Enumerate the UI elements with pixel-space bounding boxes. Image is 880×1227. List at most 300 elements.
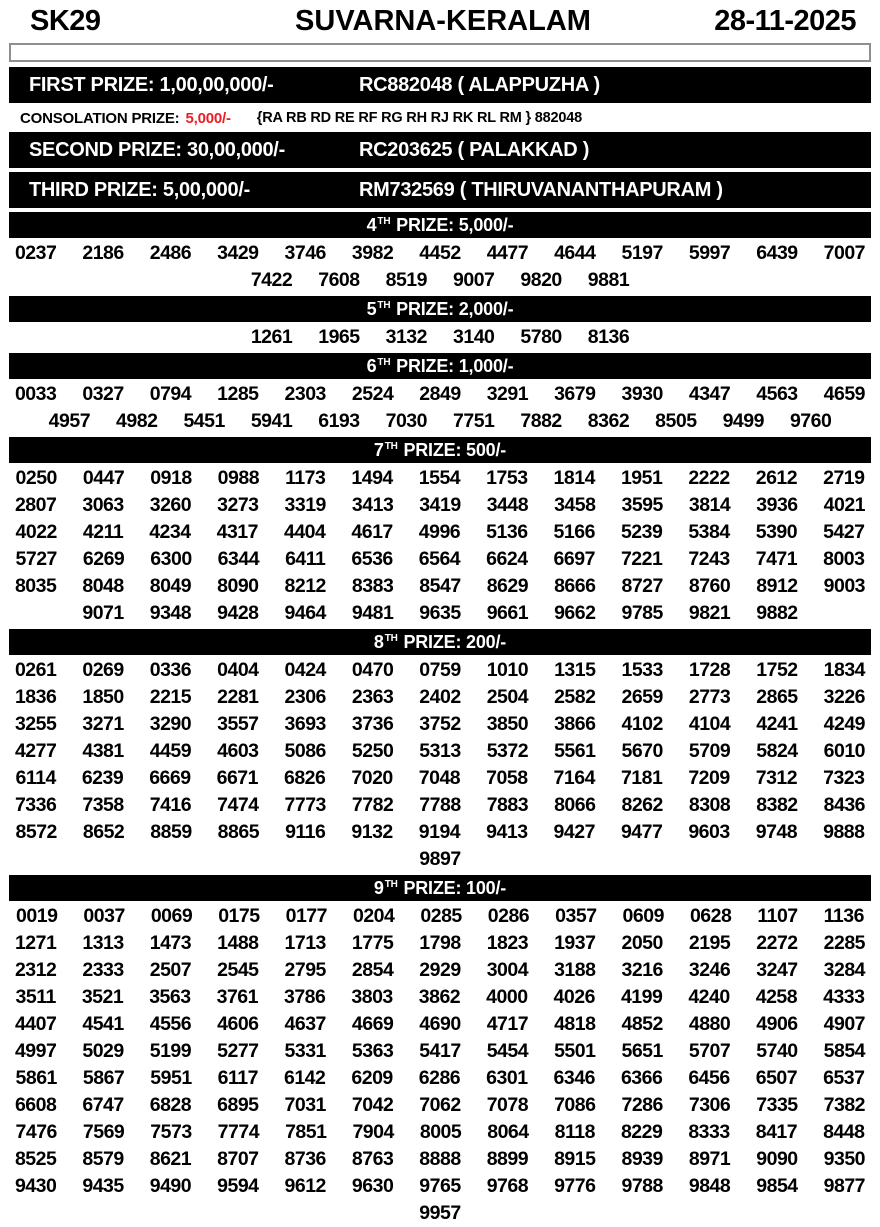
winning-number: 4022	[15, 521, 57, 543]
winning-number: 3746	[284, 242, 326, 264]
winning-number: 4404	[283, 521, 326, 543]
winning-number: 8090	[217, 575, 259, 597]
winning-number: 8519	[385, 269, 427, 291]
winning-number: 4906	[756, 1013, 798, 1035]
winning-number: 0470	[351, 659, 394, 681]
winning-number: 3246	[688, 959, 731, 981]
winning-number: 1728	[688, 659, 731, 681]
winning-number: 0918	[150, 467, 192, 489]
winning-number: 3930	[621, 383, 663, 405]
winning-number: 7031	[284, 1094, 326, 1116]
winning-number: 2195	[688, 932, 731, 954]
winning-number: 8547	[419, 575, 461, 597]
winning-number: 8049	[149, 575, 192, 597]
winning-number: 6826	[283, 767, 326, 789]
winning-number: 5780	[520, 326, 562, 348]
winning-number: 4317	[216, 521, 258, 543]
winning-number: 6537	[823, 1067, 865, 1089]
winning-number: 8066	[554, 794, 596, 816]
winning-number: 4211	[82, 521, 124, 543]
winning-number: 6010	[823, 740, 866, 762]
winning-number: 3413	[351, 494, 394, 516]
winning-number: 1107	[757, 905, 798, 927]
winning-number: 1965	[318, 326, 360, 348]
winning-number: 6608	[14, 1094, 57, 1116]
winning-number: 3736	[351, 713, 394, 735]
winning-number: 0069	[150, 905, 193, 927]
winning-number: 9499	[722, 410, 764, 432]
winning-number: 7042	[351, 1094, 394, 1116]
winning-number: 3260	[149, 494, 192, 516]
winning-number: 3063	[82, 494, 124, 516]
winning-number: 5427	[823, 521, 865, 543]
winning-number: 5199	[149, 1040, 192, 1062]
winning-number: 0759	[419, 659, 461, 681]
winning-number: 2215	[149, 686, 192, 708]
winning-number: 7782	[351, 794, 394, 816]
winning-number: 9427	[553, 821, 595, 843]
winning-number: 0269	[82, 659, 124, 681]
winning-number: 4617	[351, 521, 393, 543]
winning-number: 2281	[217, 686, 259, 708]
winning-number: 4021	[823, 494, 866, 516]
winning-number: 1752	[756, 659, 798, 681]
winning-number: 8448	[823, 1121, 865, 1143]
winning-number: 8262	[621, 794, 663, 816]
winning-number: 7573	[150, 1121, 192, 1143]
winning-number: 5277	[217, 1040, 259, 1062]
winning-number: 4452	[419, 242, 461, 264]
winning-numbers-row	[0, 1173, 880, 1200]
winning-number: 3511	[15, 986, 56, 1008]
winning-number: 7773	[284, 794, 326, 816]
winning-number: 4026	[553, 986, 595, 1008]
winning-number: 5740	[756, 1040, 798, 1062]
winning-number: 9603	[688, 821, 730, 843]
winning-number: 4637	[284, 1013, 326, 1035]
winning-number: 9661	[486, 602, 529, 624]
winning-number: 5086	[284, 740, 326, 762]
winning-number: 4690	[419, 1013, 461, 1035]
winning-number: 2719	[823, 467, 865, 489]
winning-number: 9090	[756, 1148, 798, 1170]
winning-number: 8760	[688, 575, 731, 597]
lottery-title: SUVARNA-KERALAM	[295, 5, 591, 37]
winning-number: 5384	[688, 521, 730, 543]
winning-number: 5451	[183, 410, 225, 432]
winning-number: 9635	[419, 602, 461, 624]
winning-number: 3429	[217, 242, 259, 264]
winning-number: 0033	[14, 383, 57, 405]
winning-numbers-row	[0, 465, 880, 492]
winning-number: 5417	[419, 1040, 461, 1062]
winning-number: 8579	[82, 1148, 124, 1170]
winning-number: 4603	[217, 740, 259, 762]
winning-number: 5670	[621, 740, 663, 762]
winning-number: 5997	[688, 242, 731, 264]
winning-number: 1850	[82, 686, 124, 708]
winning-number: 2507	[149, 959, 192, 981]
third-prize-ticket: RM732569 ( THIRUVANANTHAPURAM )	[359, 178, 723, 201]
winning-numbers-row	[0, 546, 880, 573]
winning-number: 7336	[14, 794, 57, 816]
winning-number: 1136	[823, 905, 864, 927]
winning-number: 1951	[620, 467, 663, 489]
winning-numbers-row	[0, 1065, 880, 1092]
winning-number: 6671	[216, 767, 258, 789]
winning-number: 3563	[149, 986, 191, 1008]
winning-number: 4407	[14, 1013, 57, 1035]
winning-number: 1173	[285, 467, 326, 489]
winning-number: 8736	[284, 1148, 326, 1170]
winning-number: 9882	[756, 602, 798, 624]
winning-number: 9003	[823, 575, 866, 597]
winning-number: 8003	[823, 548, 865, 570]
winning-number: 0447	[82, 467, 125, 489]
winning-number: 6564	[418, 548, 461, 570]
winning-number: 9760	[789, 410, 832, 432]
winning-numbers-row	[0, 1038, 880, 1065]
winning-number: 0609	[622, 905, 664, 927]
winning-number: 9612	[284, 1175, 326, 1197]
header	[0, 0, 880, 40]
winning-number: 0037	[83, 905, 125, 927]
winning-number: 8229	[620, 1121, 663, 1143]
winning-number: 7883	[486, 794, 529, 816]
winning-number: 8888	[419, 1148, 461, 1170]
winning-number: 1488	[217, 932, 259, 954]
winning-number: 7882	[520, 410, 562, 432]
winning-number: 9957	[419, 1202, 461, 1224]
winning-number: 2545	[217, 959, 259, 981]
section-ordinal-suffix: TH	[377, 215, 391, 227]
winning-number: 4104	[688, 713, 731, 735]
winning-number: 3004	[486, 959, 529, 981]
third-prize-bar	[9, 172, 871, 208]
winning-number: 2582	[554, 686, 596, 708]
winning-number: 9594	[217, 1175, 259, 1197]
winning-number: 2312	[14, 959, 57, 981]
winning-number: 6301	[486, 1067, 528, 1089]
winning-number: 6747	[82, 1094, 124, 1116]
winning-number: 7030	[385, 410, 427, 432]
winning-number: 3803	[351, 986, 393, 1008]
winning-number: 6117	[217, 1067, 258, 1089]
winning-numbers-row	[0, 1119, 880, 1146]
section-header-4th-prize	[9, 212, 871, 238]
winning-number: 7078	[486, 1094, 529, 1116]
winning-number: 6193	[318, 410, 360, 432]
winning-number: 9428	[217, 602, 259, 624]
winning-number: 8572	[15, 821, 57, 843]
winning-number: 9350	[823, 1148, 866, 1170]
winning-numbers-row	[0, 765, 880, 792]
winning-numbers-row	[0, 846, 880, 873]
section-ordinal-suffix: TH	[384, 440, 398, 452]
winning-number: 7788	[419, 794, 461, 816]
winning-number: 9413	[486, 821, 528, 843]
winning-numbers-row	[0, 903, 880, 930]
winning-numbers-row	[0, 1011, 880, 1038]
winning-numbers-row	[0, 1092, 880, 1119]
first-prize-bar	[9, 67, 871, 103]
winning-number: 9348	[149, 602, 192, 624]
section-ordinal-suffix: TH	[384, 632, 398, 644]
winning-number: 4199	[620, 986, 663, 1008]
winning-number: 5941	[250, 410, 293, 432]
first-prize-ticket: RC882048 ( ALAPPUZHA )	[359, 73, 600, 96]
winning-number: 7569	[82, 1121, 125, 1143]
winning-number: 6895	[217, 1094, 259, 1116]
winning-number: 3226	[823, 686, 866, 708]
winning-number: 7323	[823, 767, 865, 789]
winning-number: 4249	[823, 713, 866, 735]
winning-number: 1533	[621, 659, 663, 681]
winning-number: 0250	[15, 467, 57, 489]
winning-number: 7851	[285, 1121, 327, 1143]
winning-number: 4477	[486, 242, 529, 264]
winning-number: 4907	[823, 1013, 866, 1035]
winning-numbers-row	[0, 240, 880, 267]
winning-number: 2929	[419, 959, 461, 981]
winning-number: 3319	[284, 494, 326, 516]
winning-number: 5029	[82, 1040, 124, 1062]
winning-number: 7062	[419, 1094, 461, 1116]
winning-number: 3271	[82, 713, 124, 735]
winning-number: 6456	[688, 1067, 730, 1089]
winning-number: 8525	[14, 1148, 57, 1170]
winning-numbers-row	[0, 381, 880, 408]
winning-number: 2504	[486, 686, 529, 708]
winning-number: 6114	[15, 767, 56, 789]
winning-number: 6697	[553, 548, 595, 570]
winning-number: 1713	[284, 932, 326, 954]
winning-number: 6269	[82, 548, 125, 570]
winning-number: 6507	[755, 1067, 798, 1089]
winning-number: 3814	[688, 494, 731, 516]
winning-numbers-row	[0, 267, 880, 294]
winning-number: 8064	[487, 1121, 529, 1143]
section-label: PRIZE: 100/-	[398, 877, 507, 898]
first-prize-label: FIRST PRIZE: 1,00,00,000/-	[29, 73, 274, 96]
section-ordinal-suffix: TH	[377, 356, 391, 368]
winning-number: 4347	[688, 383, 731, 405]
winning-number: 2303	[284, 383, 326, 405]
winning-number: 5313	[419, 740, 461, 762]
winning-number: 4277	[14, 740, 57, 762]
winning-number: 1823	[486, 932, 529, 954]
winning-number: 9897	[419, 848, 461, 870]
section-header-7th-prize	[9, 437, 871, 463]
winning-number: 3679	[554, 383, 596, 405]
winning-number: 1775	[351, 932, 394, 954]
winning-number: 1753	[486, 467, 528, 489]
section-ordinal: 7	[373, 439, 384, 460]
section-ordinal: 9	[373, 877, 384, 898]
winning-number: 4717	[486, 1013, 529, 1035]
winning-number: 8383	[351, 575, 394, 597]
winning-number: 4606	[217, 1013, 259, 1035]
winning-number: 6366	[620, 1067, 663, 1089]
winning-numbers-row	[0, 1146, 880, 1173]
winning-number: 9888	[823, 821, 865, 843]
winning-number: 7416	[149, 794, 192, 816]
winning-number: 5824	[756, 740, 798, 762]
winning-number: 3557	[217, 713, 259, 735]
winning-number: 9821	[688, 602, 731, 624]
winning-number: 5854	[823, 1040, 866, 1062]
winning-number: 2402	[419, 686, 461, 708]
winning-number: 0424	[284, 659, 326, 681]
winning-number: 5501	[554, 1040, 596, 1062]
winning-number: 7181	[620, 767, 663, 789]
winning-number: 9748	[755, 821, 798, 843]
winning-number: 3448	[486, 494, 529, 516]
winning-number: 8763	[351, 1148, 394, 1170]
winning-number: 7608	[318, 269, 360, 291]
winning-number: 5561	[554, 740, 596, 762]
winning-number: 8048	[82, 575, 124, 597]
winning-number: 1261	[250, 326, 293, 348]
winning-numbers-row	[0, 792, 880, 819]
second-prize-label: SECOND PRIZE: 30,00,000/-	[29, 138, 285, 161]
winning-number: 3521	[81, 986, 124, 1008]
winning-number: 3247	[756, 959, 798, 981]
winning-number: 6828	[149, 1094, 192, 1116]
section-header-9th-prize	[9, 875, 871, 901]
winning-number: 5867	[82, 1067, 125, 1089]
winning-number: 6346	[553, 1067, 595, 1089]
winning-numbers-row	[0, 408, 880, 435]
winning-number: 5136	[486, 521, 528, 543]
winning-number: 8005	[419, 1121, 462, 1143]
winning-number: 2795	[284, 959, 326, 981]
winning-number: 4996	[418, 521, 461, 543]
winning-number: 7048	[418, 767, 461, 789]
winning-numbers-row	[0, 738, 880, 765]
winning-number: 8629	[486, 575, 529, 597]
winning-number: 5651	[621, 1040, 663, 1062]
winning-number: 1285	[217, 383, 259, 405]
winning-number: 7020	[351, 767, 393, 789]
winning-number: 8621	[149, 1148, 192, 1170]
winning-number: 4240	[688, 986, 730, 1008]
section-label: PRIZE: 5,000/-	[391, 214, 514, 235]
winning-number: 9820	[520, 269, 562, 291]
winning-number: 4659	[823, 383, 866, 405]
winning-number: 5331	[284, 1040, 326, 1062]
winning-number: 8666	[554, 575, 596, 597]
winning-number: 5951	[150, 1067, 192, 1089]
winning-number: 1798	[419, 932, 461, 954]
consolation-line	[0, 106, 880, 130]
winning-numbers-row	[0, 819, 880, 846]
winning-number: 5372	[486, 740, 529, 762]
winning-number: 3273	[217, 494, 259, 516]
winning-number: 2849	[419, 383, 461, 405]
winning-number: 3982	[351, 242, 394, 264]
second-prize-bar	[9, 132, 871, 168]
winning-number: 0794	[149, 383, 192, 405]
winning-number: 0019	[16, 905, 58, 927]
winning-number: 4880	[688, 1013, 731, 1035]
winning-number: 3786	[283, 986, 326, 1008]
winning-number: 6239	[81, 767, 124, 789]
winning-number: 6536	[351, 548, 393, 570]
winning-numbers-row	[0, 684, 880, 711]
winning-number: 9194	[418, 821, 461, 843]
winning-number: 4818	[554, 1013, 596, 1035]
winning-number: 3216	[621, 959, 663, 981]
winning-number: 8971	[688, 1148, 731, 1170]
winning-number: 4258	[755, 986, 798, 1008]
winning-number: 7422	[250, 269, 293, 291]
winning-number: 0204	[352, 905, 395, 927]
winning-number: 5861	[15, 1067, 57, 1089]
winning-number: 5166	[553, 521, 595, 543]
winning-number: 4000	[486, 986, 528, 1008]
winning-number: 4563	[756, 383, 798, 405]
winning-number: 4852	[621, 1013, 663, 1035]
winning-number: 2285	[823, 932, 866, 954]
winning-number: 1271	[14, 932, 57, 954]
winning-number: 4982	[116, 410, 158, 432]
winning-number: 1494	[351, 467, 393, 489]
winning-number: 0261	[14, 659, 57, 681]
winning-number: 7358	[82, 794, 124, 816]
section-label: PRIZE: 200/-	[398, 631, 507, 652]
winning-number: 7209	[688, 767, 730, 789]
winning-number: 3132	[385, 326, 427, 348]
winning-number: 2306	[284, 686, 326, 708]
winning-number: 6411	[285, 548, 326, 570]
section-ordinal-suffix: TH	[384, 878, 398, 890]
blank-box	[9, 43, 871, 62]
winning-number: 1554	[418, 467, 461, 489]
winning-number: 7286	[621, 1094, 663, 1116]
winning-number: 9630	[351, 1175, 394, 1197]
winning-number: 8939	[621, 1148, 663, 1170]
winning-number: 3458	[554, 494, 596, 516]
winning-numbers-row	[0, 657, 880, 684]
winning-number: 2333	[82, 959, 124, 981]
winning-number: 6209	[351, 1067, 393, 1089]
winning-number: 2186	[82, 242, 124, 264]
section-header-8th-prize	[9, 629, 871, 655]
winning-number: 7312	[755, 767, 798, 789]
winning-number: 4381	[82, 740, 124, 762]
winning-number: 3419	[419, 494, 461, 516]
section-header-6th-prize	[9, 353, 871, 379]
winning-number: 3761	[216, 986, 258, 1008]
winning-number: 7243	[688, 548, 730, 570]
winning-number: 4556	[149, 1013, 192, 1035]
winning-number: 0628	[689, 905, 732, 927]
winning-number: 6286	[418, 1067, 461, 1089]
winning-number: 8308	[688, 794, 731, 816]
winning-number: 9854	[756, 1175, 798, 1197]
winning-number: 1836	[14, 686, 57, 708]
winning-number: 8915	[554, 1148, 596, 1170]
winning-number: 9785	[621, 602, 663, 624]
winning-number: 9776	[554, 1175, 596, 1197]
winning-number: 7086	[554, 1094, 596, 1116]
winning-number: 0175	[218, 905, 260, 927]
winning-number: 7751	[453, 410, 495, 432]
winning-number: 4241	[756, 713, 798, 735]
winning-number: 0336	[149, 659, 192, 681]
winning-number: 8417	[755, 1121, 798, 1143]
